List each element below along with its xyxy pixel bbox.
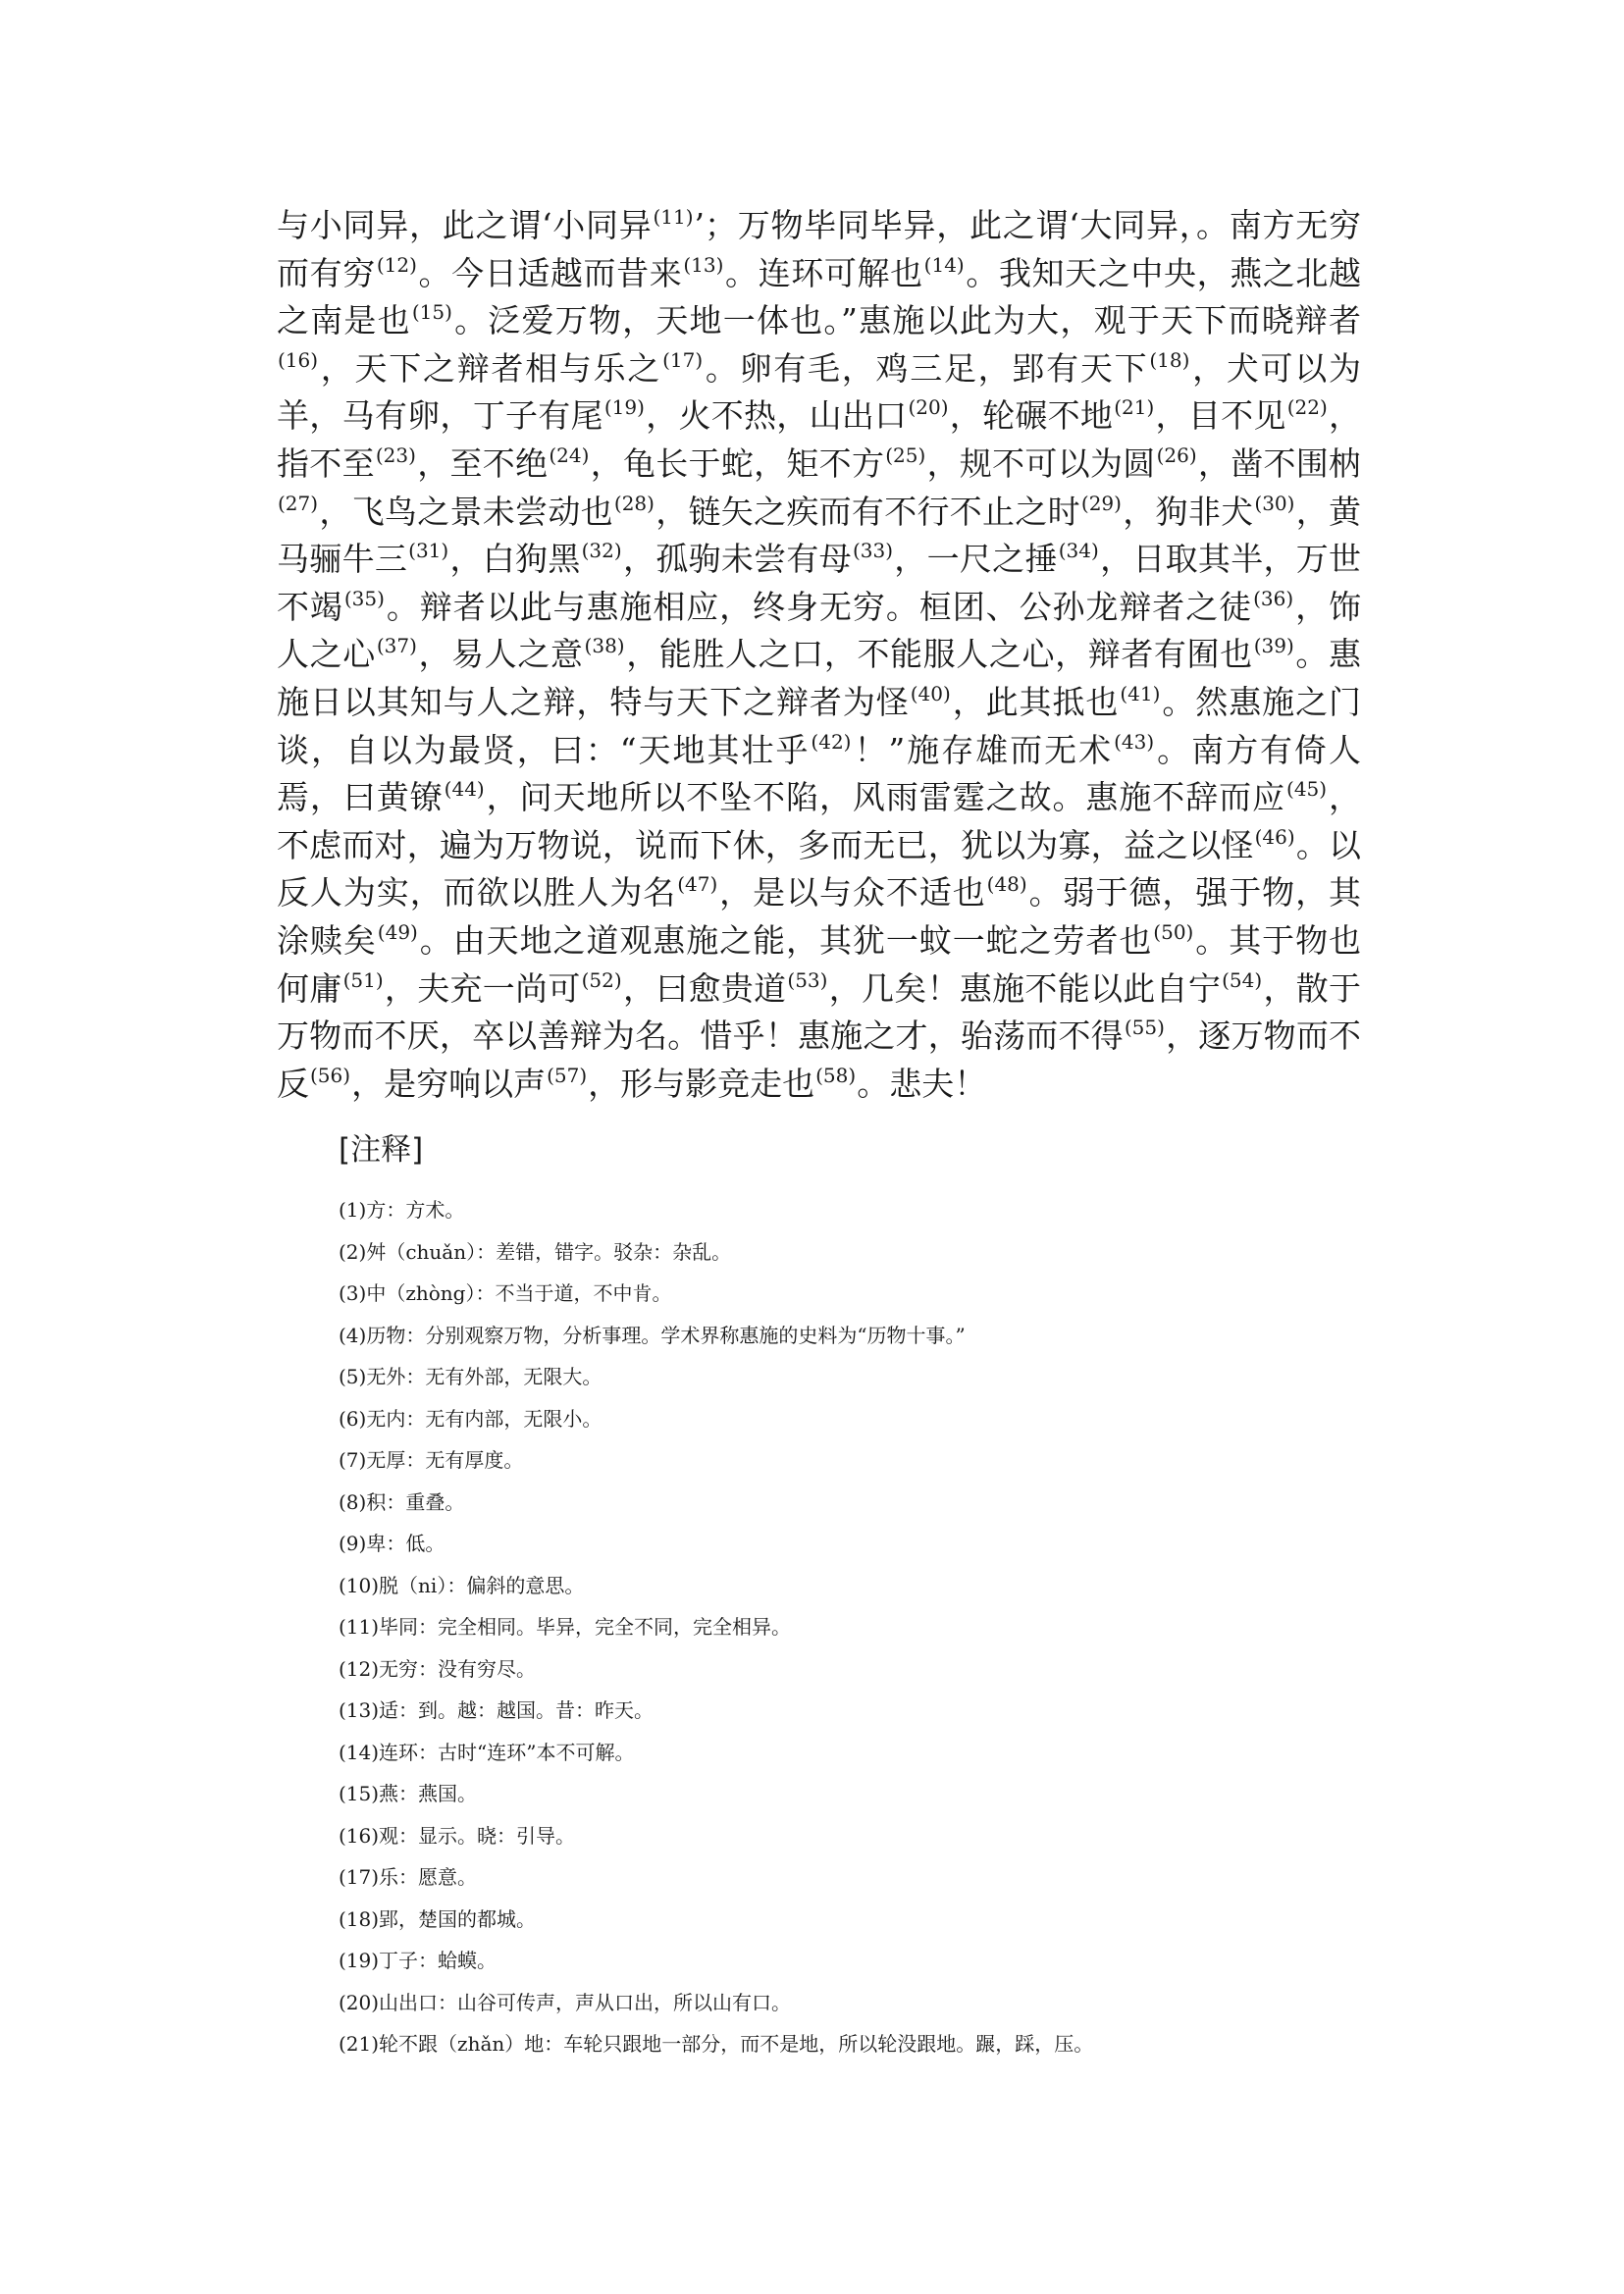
text-segment: 。南方有倚人焉，曰黄镣	[277, 730, 1362, 817]
text-segment: 。其于物也何庸	[277, 920, 1362, 1008]
footnote-marker: (21)	[1114, 395, 1155, 420]
footnote-marker: (41)	[1120, 681, 1161, 705]
footnote-marker: (31)	[408, 539, 449, 563]
text-segment: 。辩者以此与惠施相应，终身无穷。桓团、公孙龙辩者之徒	[385, 587, 1253, 626]
footnote-marker: (38)	[584, 634, 625, 658]
footnote-marker: (30)	[1254, 491, 1295, 515]
footnote-marker: (35)	[343, 586, 385, 610]
footnote-marker: (25)	[885, 443, 926, 467]
footnote-marker: (54)	[1222, 967, 1263, 992]
text-segment: 。今日适越而昔来	[417, 253, 683, 292]
note-item: (13)适：到。越：越国。昔：昨天。	[339, 1698, 655, 1722]
note-item: (2)舛（chuǎn）：差错，错字。驳杂：杂乱。	[339, 1239, 732, 1264]
footnote-marker: (34)	[1058, 539, 1099, 563]
footnote-marker: (28)	[613, 491, 655, 515]
text-segment: ，凿不围枘	[1197, 443, 1362, 483]
footnote-marker: (14)	[923, 252, 965, 277]
footnote-marker: (52)	[581, 967, 622, 992]
text-segment: 。以反人为实，而欲以胜人为名	[277, 825, 1362, 912]
text-segment: 。卵有毛，鸡三足，郢有天下	[704, 348, 1149, 388]
note-item: (16)观：显示。晓：引导。	[339, 1823, 576, 1848]
note-item: (11)毕同：完全相同。毕异，完全不同，完全相异。	[339, 1615, 792, 1639]
text-segment: ，规不可以为圆	[926, 443, 1156, 483]
text-segment: ，能胜人之口，不能服人之心，辩者有囿也	[625, 635, 1253, 674]
footnote-marker: (51)	[342, 967, 384, 992]
footnote-marker: (55)	[1124, 1016, 1165, 1040]
text-segment: ，一尺之捶	[894, 540, 1058, 579]
footnote-marker: (58)	[815, 1063, 857, 1087]
footnote-marker: (17)	[662, 347, 704, 372]
text-segment: 与小同异，此之谓‘小同异	[277, 206, 653, 244]
footnote-marker: (45)	[1286, 777, 1328, 802]
note-item: (15)燕：燕国。	[339, 1782, 478, 1805]
footnote-marker: (53)	[787, 967, 828, 992]
text-segment: ，狗非犬	[1122, 492, 1254, 531]
text-segment: ，轮碾不地	[949, 396, 1114, 436]
footnote-marker: (13)	[683, 252, 724, 277]
note-item: (1)方：方术。	[339, 1198, 465, 1222]
text-segment: ，黄马骊牛三	[277, 492, 1362, 579]
footnote-marker: (40)	[910, 681, 951, 705]
text-segment: ，日取其半，万世不竭	[277, 540, 1362, 626]
text-segment: 。泛爱万物，天地一体也。”惠施以此为大，观于天下而晓辩者	[452, 301, 1362, 340]
text-segment: ，此其抵也	[951, 682, 1120, 721]
notes-heading: [注释]	[339, 1132, 424, 1168]
note-item: (14)连环：古时“连环”本不可解。	[339, 1740, 635, 1764]
footnote-marker: (56)	[310, 1063, 351, 1087]
note-item: (10)脱（ni）：偏斜的意思。	[339, 1573, 585, 1597]
text-segment: ，形与影竞走也	[588, 1064, 815, 1103]
footnote-marker: (15)	[411, 300, 452, 325]
text-segment: ，火不热，山出口	[645, 396, 908, 436]
footnote-marker: (29)	[1080, 491, 1122, 515]
note-item: (8)积：重叠。	[339, 1489, 465, 1514]
footnote-marker: (36)	[1253, 586, 1294, 610]
text-segment: ，问天地所以不坠不陷，风雨雷霆之故。惠施不辞而应	[485, 778, 1286, 817]
text-segment: ，孤驹未尝有母	[622, 540, 852, 579]
text-segment: ，指不至	[277, 396, 1362, 483]
text-segment: ，至不绝	[416, 443, 549, 483]
note-item: (6)无内：无有内部，无限小。	[339, 1406, 602, 1431]
note-item: (12)无穷：没有穷尽。	[339, 1656, 537, 1681]
text-segment: ，天下之辩者相与乐之	[319, 348, 662, 388]
footnote-marker: (23)	[375, 443, 416, 467]
footnote-marker: (49)	[377, 919, 418, 944]
footnote-marker: (44)	[444, 777, 485, 802]
footnote-marker: (42)	[811, 729, 852, 754]
footnote-marker: (27)	[278, 491, 319, 515]
text-segment: ，曰愈贵道	[622, 968, 787, 1008]
text-segment: ，逐万物而不反	[277, 1017, 1362, 1103]
footnote-marker: (18)	[1149, 347, 1190, 372]
footnote-marker: (43)	[1114, 729, 1155, 754]
text-segment: ，饰人之心	[277, 587, 1362, 674]
text-segment: ，夫充一尚可	[384, 968, 581, 1008]
text-segment: ，链矢之疾而有不行不止之时	[655, 492, 1080, 531]
text-segment: 。我知天之中央，燕之北越之南是也	[277, 253, 1362, 340]
note-item: (5)无外：无有外部，无限大。	[339, 1365, 602, 1388]
footnote-marker: (39)	[1253, 634, 1294, 658]
text-segment: 。然惠施之门谈，自以为最贤，曰：“天地其壮乎	[277, 682, 1362, 769]
text-segment: ，龟长于蛇，矩不方	[590, 443, 885, 483]
footnote-marker: (47)	[677, 872, 718, 897]
footnote-marker: (16)	[278, 347, 319, 372]
footnote-marker: (26)	[1156, 443, 1197, 467]
text-segment: ！”施存雄而无术	[852, 730, 1114, 769]
text-segment: ，犬可以为羊，马有卵，丁子有尾	[277, 348, 1362, 436]
text-segment: ，几矣！惠施不能以此自宁	[828, 968, 1222, 1008]
note-item: (21)轮不跟（zhǎn）地：车轮只跟地一部分，而不是地，所以轮没跟地。蹍，踩，压。	[339, 2032, 1094, 2056]
text-segment: 。悲夫！	[857, 1064, 987, 1103]
notes-list	[339, 1189, 1339, 2065]
text-segment: 。连环可解也	[724, 253, 923, 292]
text-segment: ，飞鸟之景未尝动也	[319, 492, 613, 531]
text-segment: 。由天地之道观惠施之能，其犹一蚊一蛇之劳者也	[418, 920, 1153, 960]
note-item: (18)郢，楚国的都城。	[339, 1906, 537, 1931]
text-segment: ，易人之意	[417, 635, 584, 674]
text-segment: ，是穷响以声	[351, 1064, 547, 1103]
note-item: (17)乐：愿意。	[339, 1865, 478, 1889]
text-segment: 。惠施日以其知与人之辩，特与天下之辩者为怪	[277, 635, 1362, 721]
note-item: (9)卑：低。	[339, 1532, 445, 1555]
footnote-marker: (19)	[603, 395, 645, 420]
footnote-marker: (12)	[376, 252, 417, 277]
footnote-marker: (50)	[1153, 919, 1194, 944]
main-text-paragraph	[277, 202, 1361, 1108]
text-segment: ，目不见	[1155, 396, 1286, 436]
text-segment: ’；万物毕同毕异，此之谓‘大同异，。南方无穷而有穷	[277, 206, 1361, 292]
text-segment: ，是以与众不适也	[718, 873, 986, 912]
note-item: (4)历物：分别观察万物，分析事理。学术界称惠施的史料为“历物十事。”	[339, 1323, 966, 1347]
footnote-marker: (20)	[908, 395, 949, 420]
note-item: (7)无厚：无有厚度。	[339, 1448, 524, 1472]
text-segment: ，不虑而对，遍为万物说，说而下休，多而无已，犹以为寡，益之以怪	[277, 778, 1362, 864]
footnote-marker: (11)	[653, 205, 694, 229]
footnote-marker: (32)	[581, 539, 622, 563]
text-segment: 。弱于德，强于物，其涂赎矣	[277, 873, 1362, 960]
footnote-marker: (22)	[1286, 395, 1328, 420]
footnote-marker: (33)	[852, 539, 894, 563]
footnote-marker: (48)	[986, 872, 1027, 897]
footnote-marker: (57)	[547, 1063, 588, 1087]
text-segment: ，白狗黑	[449, 540, 581, 579]
footnote-marker: (37)	[376, 634, 417, 658]
note-item: (19)丁子：蛤蟆。	[339, 1949, 498, 1972]
text-segment: ，散于万物而不厌，卒以善辩为名。惜乎！惠施之才，骀荡而不得	[277, 968, 1362, 1056]
note-item: (20)山出口：山谷可传声，声从口出，所以山有口。	[339, 1990, 792, 2014]
footnote-marker: (46)	[1254, 824, 1295, 849]
footnote-marker: (24)	[549, 443, 590, 467]
note-item: (3)中（zhòng）：不当于道，不中肯。	[339, 1281, 672, 1305]
